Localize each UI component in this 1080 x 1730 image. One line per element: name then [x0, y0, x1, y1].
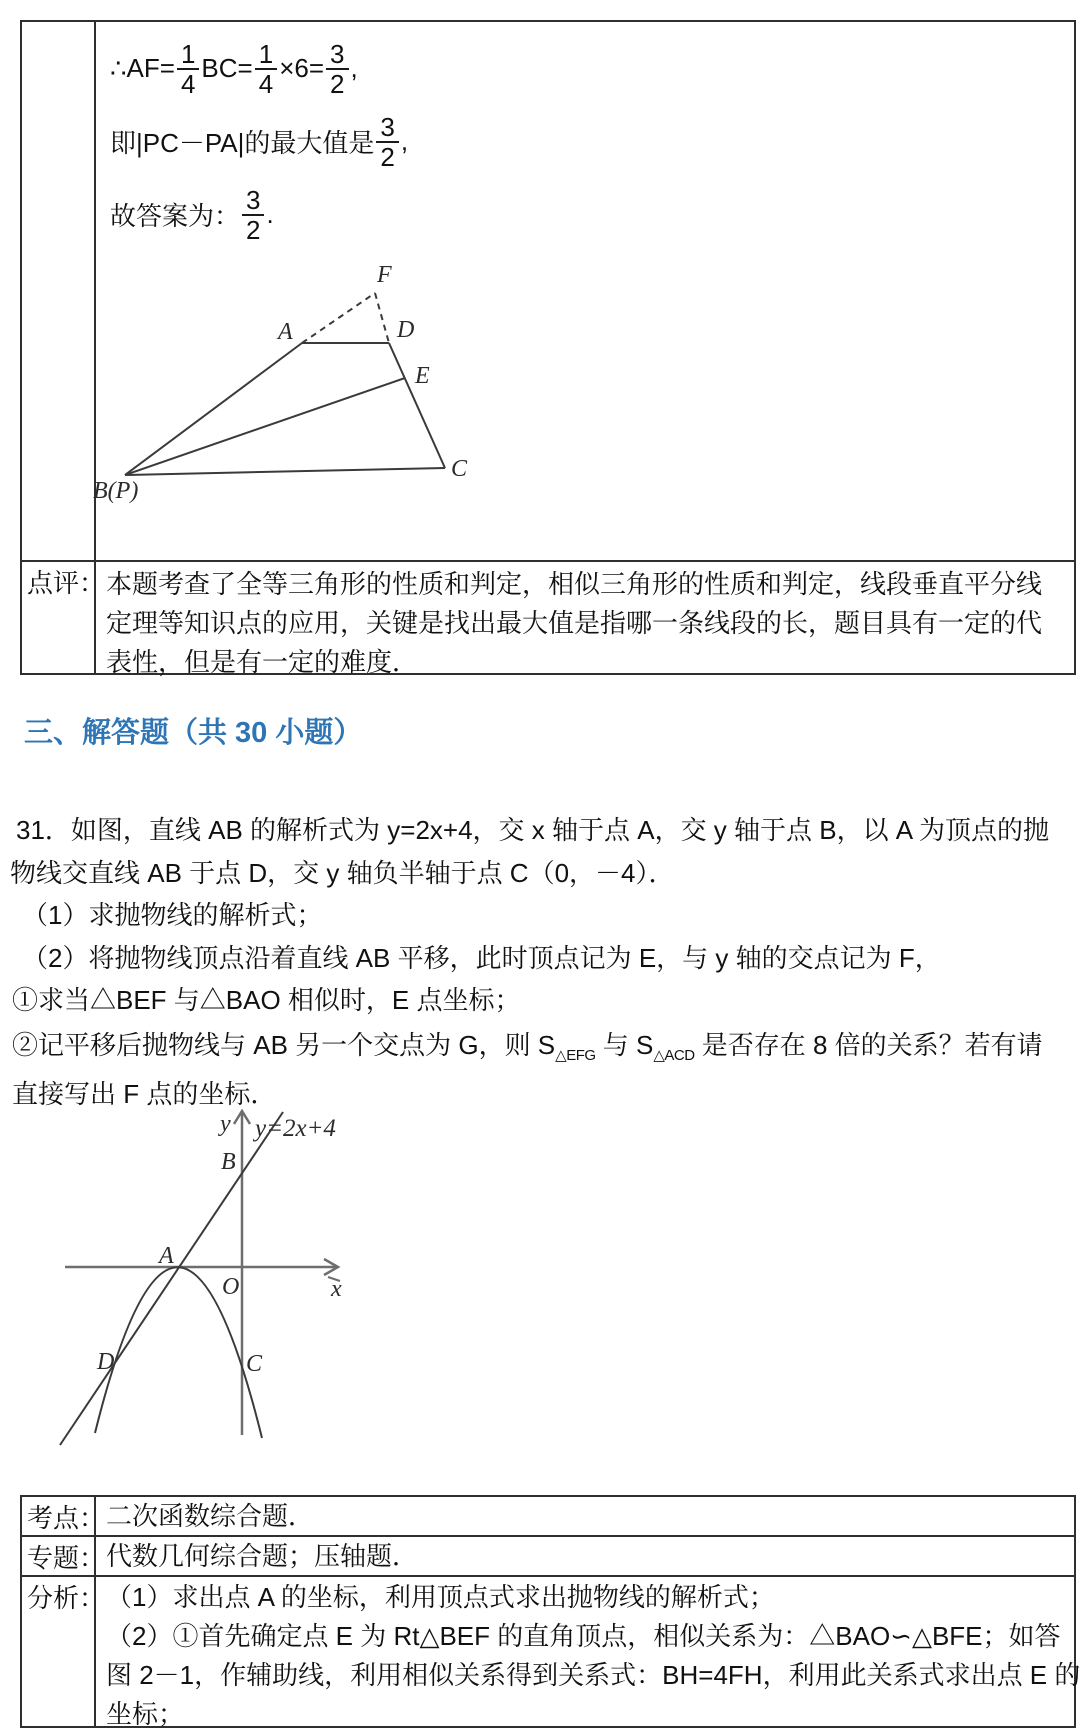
- fraction-numerator: 1: [180, 38, 196, 69]
- segment-BC: [125, 468, 445, 475]
- subscript-ACD: △ACD: [653, 1047, 695, 1064]
- section-heading: 三、解答题（共 30 小题）: [24, 717, 363, 749]
- fraction-denominator: 2: [376, 141, 398, 171]
- point-label-D: D: [97, 1349, 115, 1375]
- coordinate-graph: [40, 1103, 360, 1455]
- point-label-A: A: [159, 1243, 174, 1269]
- segment-AF-dashed: [302, 293, 375, 343]
- problem-line-subscripts: [12, 1025, 1043, 1064]
- fraction: [177, 40, 199, 98]
- formula-line-2: [96, 105, 1074, 178]
- axis-label-x: x: [331, 1276, 342, 1302]
- zhuanti-cell: [96, 1537, 1074, 1575]
- review-cell: [96, 562, 1074, 677]
- fraction: [376, 113, 398, 171]
- point-label-F: F: [377, 262, 392, 288]
- formula-text: 即|PC－PA|的最大值是: [110, 128, 375, 158]
- fenxi-line: （1）求出点 A 的坐标，利用顶点式求出抛物线的解析式；: [106, 1582, 775, 1612]
- review-row: [22, 560, 1074, 677]
- zhuanti-row: [22, 1535, 1074, 1575]
- point-label-A: A: [278, 319, 293, 345]
- fraction: [326, 40, 348, 98]
- fenxi-line: 图 2－1，作辅助线，利用相似关系得到关系式：BH=4FH，利用此关系式求出点 E 的: [106, 1660, 1080, 1690]
- review-line: 本题考查了全等三角形的性质和判定，相似三角形的性质和判定，线段垂直平分线: [106, 569, 1043, 599]
- kaodian-label: 考点：: [22, 1497, 96, 1535]
- segment-DC: [389, 343, 445, 468]
- point-label-C: C: [246, 1351, 263, 1377]
- origin-label: O: [222, 1274, 240, 1300]
- formula-text: ,: [350, 53, 358, 83]
- fenxi-line: （2）①首先确定点 E 为 Rt△BEF 的直角顶点，相似关系为：△BAO∽△BFE；如答: [106, 1621, 1061, 1651]
- review-line: 表性，但是有一定的难度．: [106, 647, 419, 677]
- formula-text: ∴AF=: [110, 53, 175, 83]
- line-equation-label: y=2x+4: [255, 1115, 336, 1142]
- point-label-E: E: [415, 363, 430, 389]
- segment-FD-dashed: [375, 293, 389, 343]
- metadata-table: [20, 1495, 1080, 1729]
- formula-text: BC=: [201, 53, 253, 83]
- fenxi-line: 坐标；: [106, 1699, 185, 1729]
- formula-text: ,: [400, 126, 409, 156]
- axis-label-y: y: [220, 1111, 231, 1137]
- formula-line-1: [96, 32, 1074, 105]
- fenxi-cell: [96, 1577, 1080, 1729]
- problem-line: 物线交直线 AB 于点 D，交 y 轴负半轴于点 C（0，－4）．: [10, 858, 675, 888]
- formula-text: ×6=: [279, 53, 325, 83]
- fraction-denominator: 2: [326, 68, 348, 98]
- fenxi-row: [22, 1575, 1080, 1729]
- fraction-denominator: 2: [242, 214, 264, 244]
- problem-line: 直接写出 F 点的坐标．: [12, 1079, 277, 1109]
- kaodian-cell: [96, 1497, 1074, 1535]
- fraction-denominator: 4: [177, 68, 199, 98]
- fraction-numerator: 3: [330, 38, 345, 69]
- fraction: [255, 40, 277, 98]
- fraction-numerator: 1: [258, 38, 274, 69]
- problem-line: （2）将抛物线顶点沿着直线 AB 平移，此时顶点记为 E，与 y 轴的交点记为 F，: [22, 943, 941, 973]
- problem-text: ②记平移后抛物线与 AB 另一个交点为 G，则 S: [12, 1030, 556, 1060]
- zhuanti-text: 代数几何综合题；压轴题．: [106, 1541, 419, 1571]
- problem-line: 31．如图，直线 AB 的解析式为 y=2x+4，交 x 轴于点 A，交 y 轴于点 B，以 A 为顶点的抛: [16, 815, 1049, 845]
- point-label-C: C: [451, 456, 468, 482]
- zhuanti-label: 专题：: [22, 1537, 96, 1575]
- formula-text: .: [266, 199, 274, 229]
- review-line: 定理等知识点的应用，关键是找出最大值是指哪一条线段的长，题目具有一定的代: [106, 608, 1043, 638]
- point-label-B: B(P): [93, 478, 139, 504]
- problem-line: ①求当△BEF 与△BAO 相似时，E 点坐标；: [12, 985, 521, 1015]
- fenxi-label: 分析：: [22, 1577, 96, 1726]
- kaodian-row: [22, 1497, 1074, 1535]
- fraction-numerator: 3: [380, 111, 395, 142]
- formula-text: 故答案为：: [110, 201, 241, 231]
- problem-text: 与 S: [595, 1030, 654, 1060]
- point-label-B: B: [221, 1149, 236, 1175]
- fraction: [242, 186, 264, 244]
- geometry-figure: [85, 240, 475, 508]
- problem-line: （1）求抛物线的解析式；: [22, 900, 323, 930]
- subscript-EFG: △EFG: [555, 1047, 596, 1064]
- review-label: 点评：: [22, 562, 96, 673]
- segment-BA: [125, 343, 302, 475]
- point-label-D: D: [397, 317, 415, 343]
- segment-BE: [125, 378, 405, 475]
- kaodian-text: 二次函数综合题．: [106, 1501, 315, 1531]
- line-AB: [60, 1112, 283, 1445]
- fraction-numerator: 3: [246, 184, 261, 215]
- fraction-denominator: 4: [255, 68, 277, 98]
- problem-text: 是否存在 8 倍的关系？若有请: [694, 1030, 1043, 1060]
